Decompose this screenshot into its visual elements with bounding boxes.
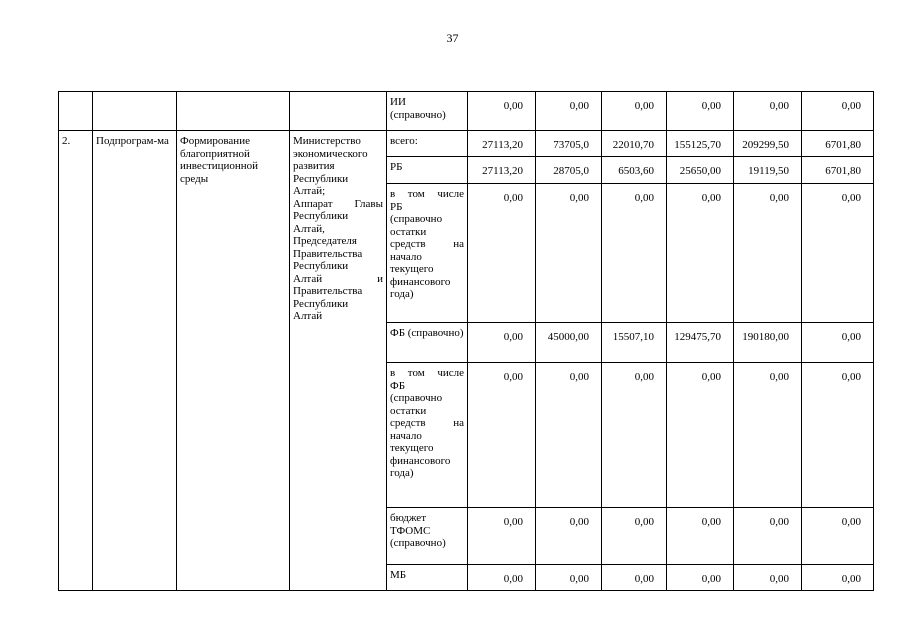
value-cell: 0,00 — [734, 363, 802, 508]
executors-line: Министерство — [293, 135, 361, 147]
value-cell: 22010,70 — [602, 131, 667, 157]
value-cell: 0,00 — [536, 92, 602, 131]
source-line: начало — [390, 429, 422, 442]
value-cell: 0,00 — [734, 565, 802, 591]
table-row — [59, 92, 874, 131]
empty-cell — [177, 92, 290, 131]
table-row — [59, 131, 874, 157]
empty-cell — [59, 92, 93, 131]
source-line: средств на — [390, 417, 464, 429]
program-type-cell: Подпрограм-ма — [93, 131, 177, 591]
value-cell: 0,00 — [802, 363, 874, 508]
source-line: ФБ — [390, 379, 406, 392]
funding-source-cell: всего: — [387, 131, 468, 157]
executors-line: Правительства — [293, 285, 363, 297]
value-cell: 0,00 — [602, 508, 667, 565]
executors-line: Алтай; — [293, 185, 326, 197]
value-cell: 19119,50 — [734, 157, 802, 184]
executors-cell — [290, 131, 387, 591]
value-cell: 6503,60 — [602, 157, 667, 184]
value-cell: 190180,00 — [734, 323, 802, 363]
source-line: финансового — [390, 275, 451, 288]
source-line: остатки — [390, 404, 427, 417]
funding-source-cell: МБ — [387, 565, 468, 591]
value-cell: 73705,0 — [536, 131, 602, 157]
executors-line: экономического — [293, 147, 368, 160]
program-name-cell: Формирование благоприятной инвестиционной среды — [177, 131, 290, 591]
source-line: текущего — [390, 263, 434, 275]
source-line: начало — [390, 250, 422, 263]
program-number-cell: 2. — [59, 131, 93, 591]
value-cell: 25650,00 — [667, 157, 734, 184]
value-cell: 0,00 — [734, 508, 802, 565]
value-cell: 0,00 — [536, 508, 602, 565]
value-cell: 0,00 — [536, 565, 602, 591]
value-cell: 0,00 — [536, 363, 602, 508]
executors-line: Аппарат Главы — [293, 197, 383, 210]
value-cell: 0,00 — [802, 565, 874, 591]
value-cell: 0,00 — [468, 184, 536, 323]
value-cell: 0,00 — [667, 184, 734, 323]
value-cell: 0,00 — [667, 565, 734, 591]
executors-line: Республики — [293, 210, 349, 222]
value-cell: 0,00 — [536, 184, 602, 323]
value-cell: 15507,10 — [602, 323, 667, 363]
funding-source-cell: РБ — [387, 157, 468, 184]
value-cell: 0,00 — [468, 92, 536, 131]
value-cell: 0,00 — [602, 565, 667, 591]
funding-source-cell: бюджет ТФОМС (справочно) — [387, 508, 468, 565]
executors-line: Алтай — [293, 310, 323, 322]
value-cell: 0,00 — [468, 565, 536, 591]
funding-source-cell — [387, 184, 468, 323]
funding-source-cell — [387, 363, 468, 508]
executors-line: Правительства — [293, 247, 363, 260]
value-cell: 0,00 — [734, 92, 802, 131]
value-cell: 209299,50 — [734, 131, 802, 157]
value-cell: 27113,20 — [468, 131, 536, 157]
executors-line: Председателя — [293, 235, 357, 247]
executors-line: Алтай и — [293, 272, 383, 285]
value-cell: 0,00 — [602, 184, 667, 323]
value-cell: 0,00 — [468, 363, 536, 508]
source-line: остатки — [390, 225, 427, 238]
value-cell: 27113,20 — [468, 157, 536, 184]
value-cell: 6701,80 — [802, 157, 874, 184]
value-cell: 6701,80 — [802, 131, 874, 157]
executors-line: Алтай, — [293, 222, 325, 235]
value-cell: 0,00 — [802, 92, 874, 131]
value-cell: 129475,70 — [667, 323, 734, 363]
source-line: года) — [390, 288, 414, 300]
empty-cell — [290, 92, 387, 131]
executors-line: Республики — [293, 260, 349, 272]
page-number: 37 — [446, 31, 459, 45]
executors-line: развития — [293, 160, 335, 172]
funding-source-cell: ИИ (справочно) — [387, 92, 468, 131]
value-cell: 0,00 — [468, 323, 536, 363]
source-line: (справочно — [390, 213, 443, 225]
source-line: в том числе — [390, 367, 464, 379]
value-cell: 0,00 — [602, 92, 667, 131]
funding-source-cell: ФБ (справочно) — [387, 323, 468, 363]
empty-cell — [93, 92, 177, 131]
value-cell: 28705,0 — [536, 157, 602, 184]
value-cell: 155125,70 — [667, 131, 734, 157]
source-line: РБ — [390, 200, 403, 213]
source-line: средств на — [390, 238, 464, 250]
source-line: года) — [390, 467, 414, 479]
value-cell: 0,00 — [802, 184, 874, 323]
source-line: финансового — [390, 454, 451, 467]
source-line: (справочно — [390, 392, 443, 404]
value-cell: 0,00 — [667, 508, 734, 565]
value-cell: 0,00 — [667, 363, 734, 508]
value-cell: 0,00 — [802, 323, 874, 363]
source-line: текущего — [390, 442, 434, 454]
value-cell: 0,00 — [468, 508, 536, 565]
value-cell: 0,00 — [734, 184, 802, 323]
source-line: в том числе — [390, 188, 464, 200]
value-cell: 0,00 — [602, 363, 667, 508]
executors-line: Республики — [293, 297, 349, 310]
value-cell: 45000,00 — [536, 323, 602, 363]
value-cell: 0,00 — [667, 92, 734, 131]
executors-line: Республики — [293, 172, 349, 185]
value-cell: 0,00 — [802, 508, 874, 565]
budget-table — [58, 91, 874, 591]
